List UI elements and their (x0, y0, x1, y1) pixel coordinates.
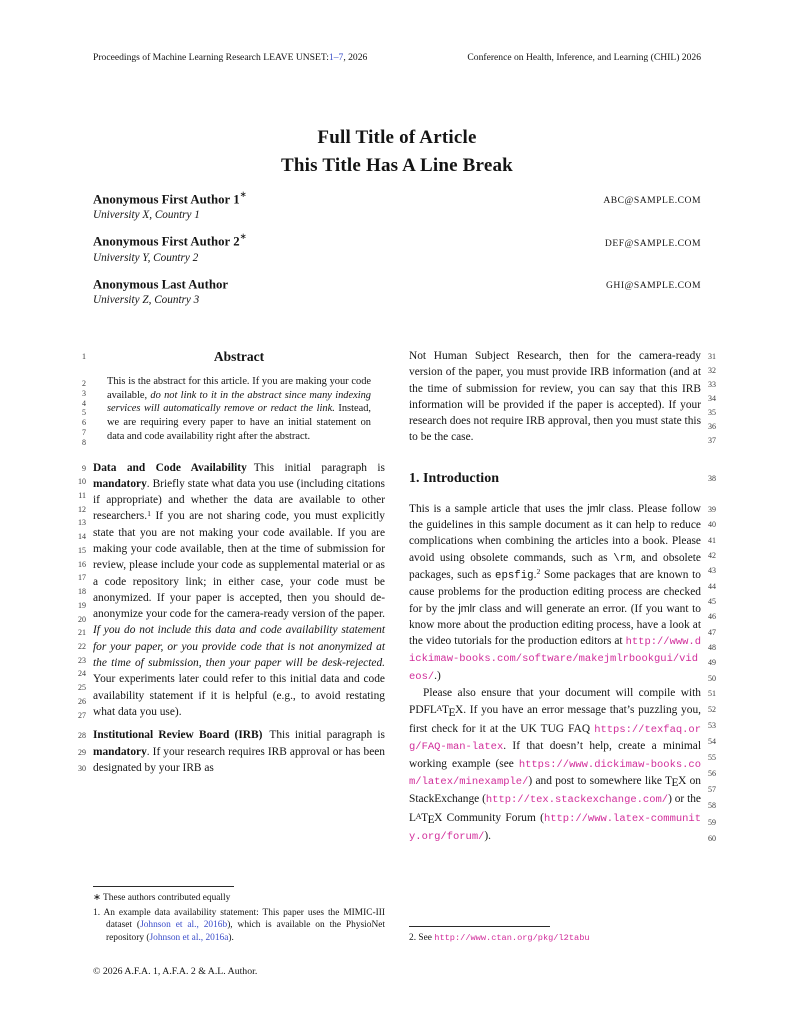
paper-title (0, 124, 794, 180)
text-segment: Your experiments later could refer to this initial data and code availability statement if it is helpful (e.g., to avoid restating what data you use). (93, 673, 385, 718)
author-name-text: Anonymous First Author 2 (93, 234, 240, 249)
line-number: 12 (78, 504, 86, 514)
line-number: 16 (78, 559, 86, 569)
url-link[interactable]: http://www.dickimaw-books.com/software/makejmlrbookgui/videos/ (409, 636, 701, 683)
line-number: 54 (708, 737, 716, 747)
text-segment: ), which is available on the PhysioNet repository ( (106, 920, 385, 943)
line-number: 52 (708, 705, 716, 715)
line-number-gutter-right (701, 348, 728, 946)
line-number: 41 (708, 535, 716, 545)
irb-continuation-paragraph (409, 348, 701, 446)
line-number: 25 (78, 683, 86, 693)
text-segment: T (421, 811, 429, 824)
line-number: 21 (78, 628, 86, 638)
author-entry (93, 232, 701, 263)
text-segment: T (441, 704, 449, 717)
author-name (93, 232, 247, 249)
line-number: 1 (82, 352, 86, 361)
line-number: 51 (708, 689, 716, 698)
line-number: 36 (708, 421, 716, 431)
line-number: 39 (708, 504, 716, 514)
text-segment: Proceedings of Machine Learning Research LEAVE UNSET: (93, 52, 329, 63)
line-number: 6 (82, 418, 86, 428)
line-number: 44 (708, 581, 716, 591)
text-segment: do not link to it in the abstract since many indexing services will automatically remove or redact the link. (107, 389, 371, 415)
line-number: 24 (78, 669, 86, 679)
text-segment: This is a sample article that uses the (409, 502, 588, 515)
author-row (93, 190, 701, 207)
text-segment: . If your research requires IRB approval or has been designated by your IRB as (93, 745, 385, 774)
author-name-text: Anonymous First Author 1 (93, 192, 240, 207)
line-number: 58 (708, 801, 716, 811)
citation-link[interactable]: 1–7 (328, 52, 344, 63)
title-line-1: Full Title of Article (317, 127, 477, 148)
line-number: 60 (708, 833, 716, 843)
footnote-1 (93, 907, 385, 944)
author-affiliation: University Y, Country 2 (93, 251, 199, 264)
line-number: 46 (708, 612, 716, 622)
author-affiliation: University X, Country 1 (93, 209, 200, 222)
text-segment: mandatory (93, 745, 147, 758)
text-segment: .) (434, 669, 441, 682)
text-segment: . If that doesn’t help, create a minimal working example (see (409, 740, 701, 770)
line-number-gutter-left (66, 348, 93, 946)
text-segment: X on StackExchange ( (409, 774, 701, 806)
line-number: 8 (82, 437, 86, 447)
line-number: 4 (82, 398, 86, 408)
text-segment: 2 (536, 567, 541, 577)
text-segment: class and will generate an error. (If you want to know more about the production editing process, have a look at the video tutorials for the production editors at (409, 602, 701, 648)
line-number: 5 (82, 408, 86, 418)
text-segment: X Community Forum ( (434, 811, 544, 824)
text-segment: ). (484, 830, 492, 843)
abstract-text (107, 375, 371, 444)
text-segment: . Briefly state what data you use (including citations if appropriate) and whether the data are available to other researchers. (93, 477, 385, 523)
line-number: 50 (708, 673, 716, 683)
text-segment: 1 (147, 508, 151, 518)
line-number: 26 (78, 696, 86, 706)
line-number: 9 (82, 463, 86, 473)
line-number: 32 (708, 366, 716, 375)
line-number: 43 (708, 566, 716, 576)
author-email: GHI@SAMPLE.COM (606, 279, 701, 291)
line-number: 20 (78, 614, 86, 624)
line-number: 29 (78, 747, 86, 757)
author-name (93, 190, 247, 207)
text-segment: epsfig (495, 569, 534, 582)
line-number: 57 (708, 785, 716, 795)
header-proceedings (93, 52, 367, 63)
text-segment: ) and post to somewhere like T (528, 774, 672, 787)
introduction-paragraph-1 (409, 501, 701, 685)
text-segment: Not Human Subject Research, then for the camera-ready version of the paper, you must provide IRB information (and at the time of submission for review, you can say that this IRB information will be provided if the paper is accepted). If your research does not require IRB approval, then you must state this to be the case. (409, 350, 701, 444)
text-segment: A (415, 811, 422, 821)
line-number: 15 (78, 545, 86, 555)
author-entry (93, 275, 701, 306)
line-number: 27 (78, 710, 86, 720)
introduction-heading: 1. Introduction (409, 470, 499, 486)
line-number: 28 (78, 731, 86, 741)
abstract-heading: Abstract (213, 349, 265, 364)
citation-link[interactable]: Johnson et al., 2016b (140, 920, 228, 931)
equal-contrib-marker: ∗ (239, 231, 247, 242)
text-segment: E (448, 706, 456, 719)
line-number: 11 (78, 491, 86, 500)
line-number: 19 (78, 600, 86, 610)
line-number: 56 (708, 769, 716, 779)
text-segment: If you are not sharing code, you must explicitly state that you are not making your code available. If you are making your code available, then at the time of submission for review, please include your code as supplemental material or as a code repository link; in either case, your code must be anonymized. If your paper is accepted, then you should de-anonymize your code for the camera-ready version of the paper. (93, 510, 385, 621)
paper-body (66, 348, 728, 946)
author-row (93, 232, 701, 249)
line-number: 42 (708, 550, 716, 560)
title-line-2: This Title Has A Line Break (281, 155, 513, 176)
text-segment: X. If you have an error message that’s puzzling you, first check for it at the UK TUG FAQ (409, 704, 701, 735)
line-number: 38 (708, 473, 716, 483)
text-segment: This initial paragraph is (253, 461, 385, 474)
line-number: 2 (82, 379, 86, 388)
equal-contribution-note (93, 892, 385, 904)
text-segment: E (671, 777, 679, 790)
text-segment: This initial paragraph is (269, 729, 385, 742)
line-number: 18 (78, 587, 86, 596)
introduction-paragraph-2 (409, 685, 701, 846)
text-segment: Instead, we are requiring every paper to have an initial statement on data and code availability right after the abstract. (107, 403, 372, 442)
line-number: 48 (708, 643, 716, 652)
text-segment: , and obsolete packages, such as (409, 551, 701, 581)
text-segment: jmlr (587, 502, 605, 515)
line-number: 22 (78, 641, 86, 651)
irb-paragraph (93, 727, 385, 776)
text-segment: 2. See (409, 932, 435, 943)
text-segment: mandatory (93, 477, 147, 490)
text-segment: ) or the L (409, 793, 701, 824)
footnote-2 (409, 932, 701, 944)
line-number: 40 (708, 520, 716, 530)
author-entry (93, 190, 701, 221)
line-number: 31 (708, 352, 716, 361)
text-segment: Some packages that are known to cause problems for the production editing process are checked for by the (409, 568, 701, 615)
text-segment: If you do not include this data and code availability statement for your paper, or you provide code that is not anonymized at the time of submission, then your paper will be desk-rejected. (93, 624, 385, 670)
text-segment: A (436, 704, 443, 714)
line-number: 55 (708, 753, 716, 763)
line-number: 45 (708, 596, 716, 606)
line-number: 53 (708, 721, 716, 731)
author-name (93, 275, 228, 292)
copyright-line: © 2026 A.F.A. 1, A.F.A. 2 & A.L. Author. (93, 966, 258, 977)
author-name-text: Anonymous Last Author (93, 276, 229, 291)
text-segment: . (533, 568, 537, 581)
line-number: 3 (82, 388, 86, 398)
url-link[interactable]: https://www.dickimaw-books.com/latex/minexample/ (409, 758, 701, 788)
line-number: 47 (708, 627, 716, 637)
column-gap (385, 348, 409, 946)
line-number: 59 (708, 817, 716, 827)
line-number: 7 (82, 427, 86, 437)
author-row (93, 275, 701, 292)
text-segment: Institutional Review Board (IRB) (93, 729, 263, 742)
footnotes-right (409, 926, 701, 946)
data-availability-paragraph (93, 460, 385, 721)
line-number: 14 (78, 532, 86, 542)
line-number: 30 (78, 763, 86, 773)
page-header (93, 52, 701, 63)
text-segment: ∗ These authors contributed equally (93, 893, 231, 904)
text-segment: ). (228, 932, 234, 943)
line-number: 35 (708, 407, 716, 417)
url-link[interactable]: http://www.latex-community.org/forum/ (409, 812, 701, 844)
line-number: 34 (708, 393, 716, 403)
text-segment: jmlr (458, 602, 476, 615)
left-column (93, 348, 385, 946)
text-segment: E (427, 814, 435, 827)
line-number: 23 (78, 655, 86, 665)
author-email: ABC@SAMPLE.COM (603, 195, 701, 207)
line-number: 33 (708, 379, 716, 389)
line-number: 37 (708, 435, 716, 445)
author-affiliation: University Z, Country 3 (93, 293, 200, 306)
equal-contrib-marker: ∗ (239, 189, 247, 199)
line-number: 13 (78, 518, 86, 528)
text-segment: \rm (613, 552, 633, 565)
text-segment: Please also ensure that your document will compile with PDFL (409, 687, 701, 717)
url-link[interactable]: https://texfaq.org/FAQ-man-latex (409, 723, 701, 754)
footnote-rule (409, 926, 550, 927)
header-conference: Conference on Health, Inference, and Learning (CHIL) 2026 (467, 52, 701, 63)
text-segment: 1. An example data availability statement: This paper uses the MIMIC-III dataset ( (93, 907, 385, 931)
citation-link[interactable]: Johnson et al., 2016a (149, 932, 229, 943)
line-number: 49 (708, 658, 716, 668)
line-number: 17 (78, 573, 86, 583)
url-link[interactable]: http://tex.stackexchange.com/ (485, 794, 669, 807)
footnote-rule (93, 886, 234, 887)
right-column (409, 348, 701, 946)
url-link[interactable]: http://www.ctan.org/pkg/l2tabu (434, 932, 590, 943)
author-email: DEF@SAMPLE.COM (604, 237, 701, 249)
footnotes-left (93, 886, 385, 946)
text-segment: , 2026 (343, 52, 368, 63)
line-number: 10 (78, 477, 86, 487)
text-segment: This is the abstract for this article. If you are making your code available, (107, 376, 371, 401)
text-segment: Data and Code Availability (93, 461, 247, 474)
text-segment: class. Please follow the guidelines in this sample document as it can help to reduce complications when combining the articles into a book. Please avoid using obsolete commands, such as (409, 502, 701, 564)
author-block (93, 190, 701, 317)
